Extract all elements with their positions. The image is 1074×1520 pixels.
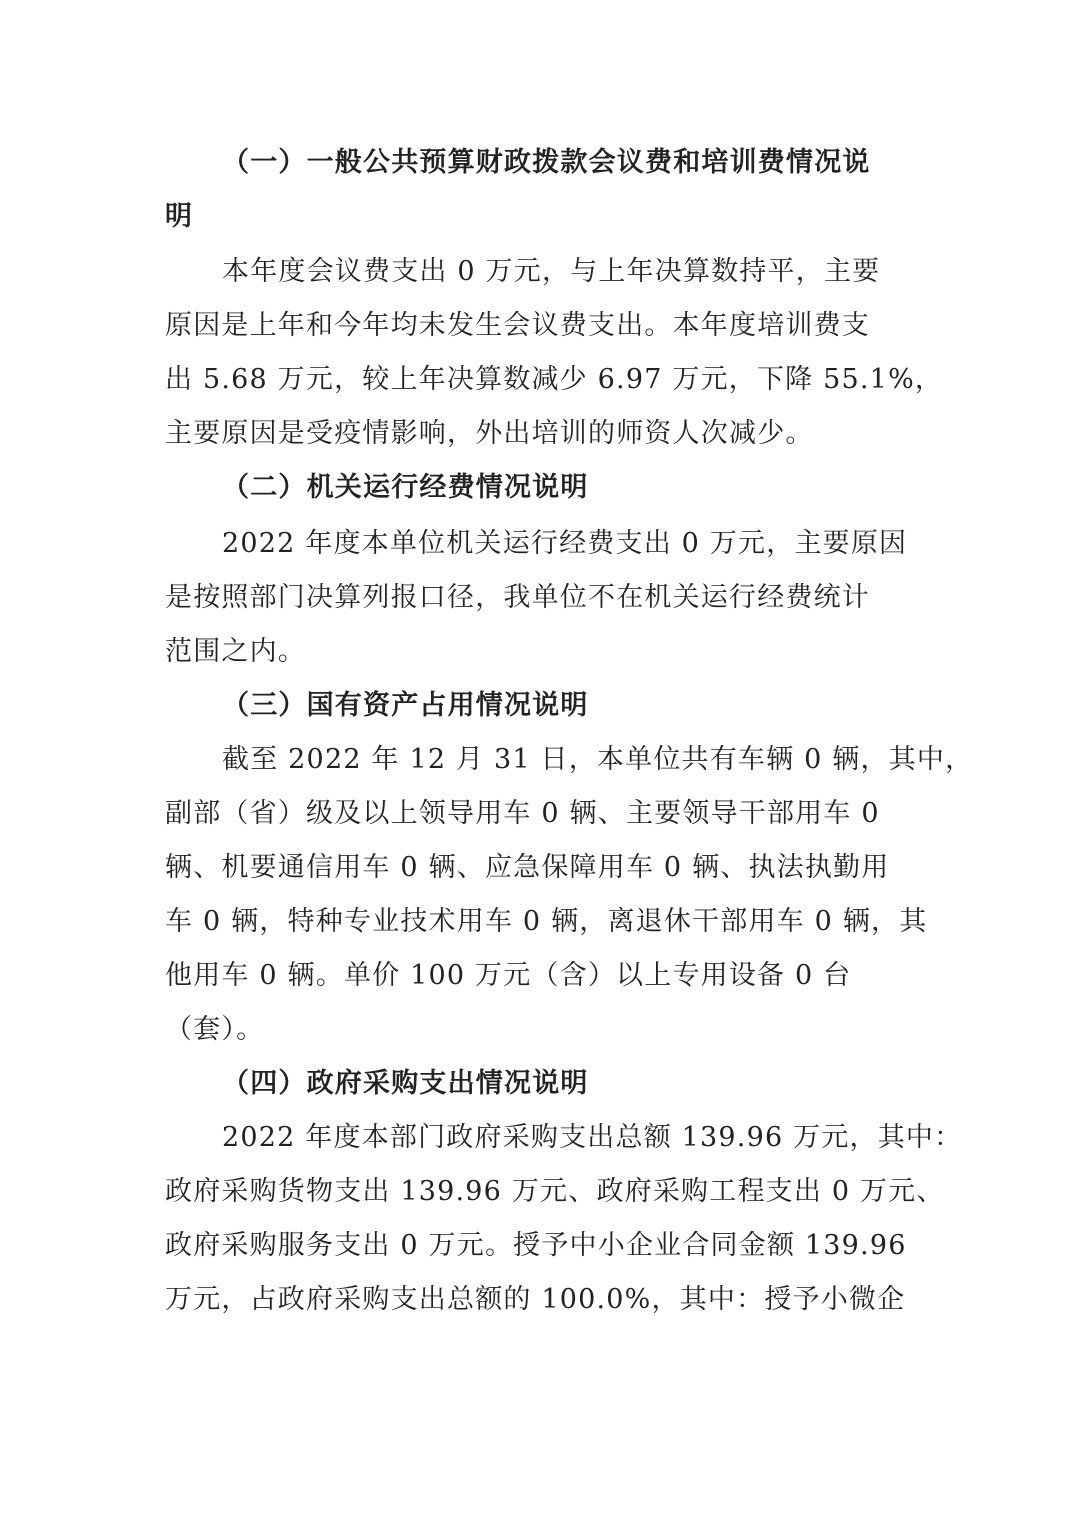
paragraph-line: 截至 2022 年 12 月 31 日，本单位共有车辆 0 辆，其中， xyxy=(222,744,974,775)
section-heading: （三）国有资产占用情况说明 xyxy=(222,690,589,721)
paragraph-line: 政府采购服务支出 0 万元。授予中小企业合同金额 139.96 xyxy=(165,1230,907,1261)
section-heading: （一）一般公共预算财政拨款会议费和培训费情况说 xyxy=(222,147,871,178)
paragraph-line: 2022 年度本单位机关运行经费支出 0 万元，主要原因 xyxy=(222,528,908,559)
paragraph-line: 辆、机要通信用车 0 辆、应急保障用车 0 辆、执法执勤用 xyxy=(165,852,890,883)
section-heading: （四）政府采购支出情况说明 xyxy=(222,1068,589,1099)
paragraph-line: 范围之内。 xyxy=(165,636,306,667)
section-heading: （二）机关运行经费情况说明 xyxy=(222,472,589,503)
paragraph-line: （套）。 xyxy=(165,1014,265,1045)
paragraph-line: 他用车 0 辆。单价 100 万元（含）以上专用设备 0 台 xyxy=(165,960,852,991)
section-heading-continuation: 明 xyxy=(165,201,194,232)
paragraph-line: 车 0 辆，特种专业技术用车 0 辆，离退休干部用车 0 辆，其 xyxy=(165,906,928,937)
paragraph-line: 副部（省）级及以上领导用车 0 辆、主要领导干部用车 0 xyxy=(165,798,880,829)
paragraph-line: 原因是上年和今年均未发生会议费支出。本年度培训费支 xyxy=(165,310,870,341)
paragraph-line: 是按照部门决算列报口径，我单位不在机关运行经费统计 xyxy=(165,582,870,613)
paragraph-line: 2022 年度本部门政府采购支出总额 139.96 万元，其中： xyxy=(222,1122,963,1153)
paragraph-line: 政府采购货物支出 139.96 万元、政府采购工程支出 0 万元、 xyxy=(165,1176,945,1207)
paragraph-line: 万元，占政府采购支出总额的 100.0%，其中：授予小微企 xyxy=(165,1284,906,1315)
paragraph-line: 出 5.68 万元，较上年决算数减少 6.97 万元，下降 55.1%， xyxy=(165,364,944,395)
paragraph-line: 本年度会议费支出 0 万元，与上年决算数持平，主要 xyxy=(222,256,881,287)
paragraph-line: 主要原因是受疫情影响，外出培训的师资人次减少。 xyxy=(165,418,814,449)
